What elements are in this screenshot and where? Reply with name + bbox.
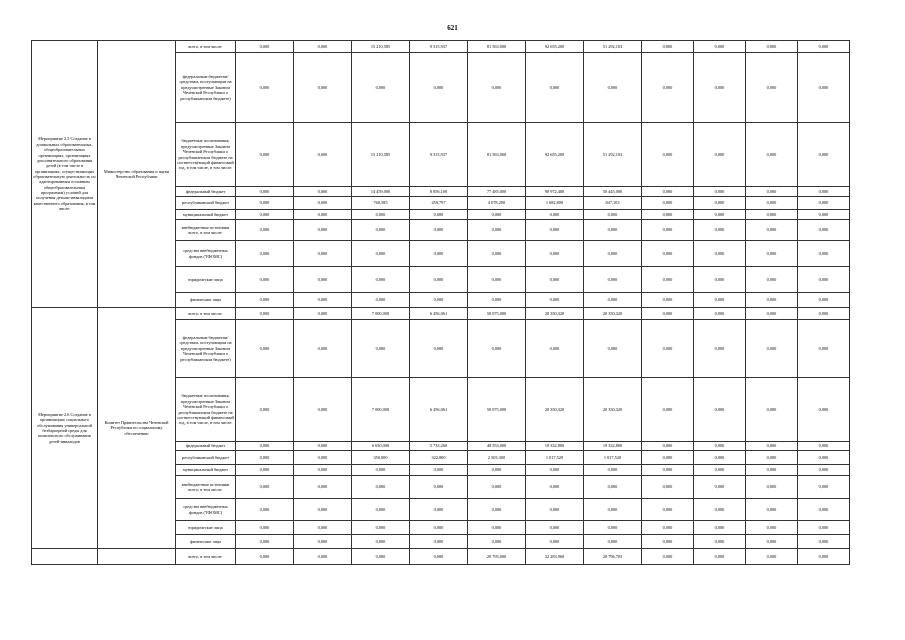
funding-source-cell: всего, в том числе: bbox=[176, 549, 236, 565]
value-cell: 0,000 bbox=[294, 465, 352, 476]
value-cell: 0,000 bbox=[410, 521, 468, 535]
value-cell: 0,000 bbox=[694, 521, 746, 535]
value-cell: 0,000 bbox=[642, 123, 694, 187]
value-cell: 0,000 bbox=[526, 241, 584, 267]
value-cell: 0,000 bbox=[468, 320, 526, 378]
value-cell: 19 332,800 bbox=[584, 442, 642, 451]
value-cell: 50 075,000 bbox=[468, 308, 526, 320]
value-cell: 0,000 bbox=[694, 267, 746, 293]
value-cell: 0,000 bbox=[468, 535, 526, 549]
value-cell: 0,000 bbox=[642, 267, 694, 293]
value-cell: 0,000 bbox=[410, 535, 468, 549]
funding-source-cell: юридические лица bbox=[176, 521, 236, 535]
value-cell: 0,000 bbox=[694, 241, 746, 267]
value-cell: 760,585 bbox=[352, 197, 410, 210]
value-cell: 0,000 bbox=[694, 451, 746, 465]
value-cell: 6 650,000 bbox=[352, 442, 410, 451]
value-cell: 0,000 bbox=[526, 521, 584, 535]
value-cell: 1 017,520 bbox=[526, 451, 584, 465]
value-cell: 0,000 bbox=[294, 41, 352, 53]
value-cell: 0,000 bbox=[798, 123, 850, 187]
funding-source-cell: федеральным бюджетам/средствам, поступающим на предусмотренные Законом Чеченской Республики о республиканском бюджете) bbox=[176, 320, 236, 378]
value-cell: 0,000 bbox=[236, 535, 294, 549]
value-cell: 0,000 bbox=[584, 320, 642, 378]
funding-source-cell: республиканский бюджет bbox=[176, 451, 236, 465]
value-cell: 0,000 bbox=[694, 476, 746, 499]
value-cell: 15 210,585 bbox=[352, 123, 410, 187]
funding-source-cell: средства внебюджетных фондов (ТФОМС) bbox=[176, 499, 236, 521]
value-cell: 0,000 bbox=[236, 241, 294, 267]
value-cell: 20 350,320 bbox=[584, 308, 642, 320]
value-cell: 0,000 bbox=[352, 53, 410, 123]
value-cell: 32 283,960 bbox=[526, 549, 584, 565]
value-cell: 0,000 bbox=[294, 499, 352, 521]
value-cell: 0,000 bbox=[642, 320, 694, 378]
value-cell: 0,000 bbox=[236, 320, 294, 378]
value-cell: 0,000 bbox=[236, 451, 294, 465]
value-cell: 92 655,200 bbox=[526, 41, 584, 53]
value-cell: 0,000 bbox=[468, 465, 526, 476]
value-cell: 19 332,800 bbox=[526, 442, 584, 451]
table-row bbox=[32, 308, 850, 320]
value-cell: 0,000 bbox=[642, 308, 694, 320]
value-cell: 0,000 bbox=[352, 499, 410, 521]
value-cell: 0,000 bbox=[694, 197, 746, 210]
value-cell: 0,000 bbox=[642, 187, 694, 197]
value-cell: 0,000 bbox=[410, 293, 468, 308]
value-cell: 0,000 bbox=[746, 320, 798, 378]
value-cell: 0,000 bbox=[236, 293, 294, 308]
funding-source-cell: муниципальный бюджет bbox=[176, 465, 236, 476]
value-cell: 51 292,103 bbox=[584, 123, 642, 187]
value-cell: 0,000 bbox=[746, 241, 798, 267]
value-cell: 0,000 bbox=[746, 308, 798, 320]
value-cell: 0,000 bbox=[352, 241, 410, 267]
value-cell: 0,000 bbox=[746, 123, 798, 187]
value-cell: 0,000 bbox=[352, 220, 410, 241]
value-cell: 0,000 bbox=[236, 476, 294, 499]
executor-cell bbox=[98, 549, 176, 565]
value-cell: 0,000 bbox=[584, 535, 642, 549]
value-cell: 0,000 bbox=[694, 499, 746, 521]
value-cell: 0,000 bbox=[694, 220, 746, 241]
value-cell: 0,000 bbox=[642, 210, 694, 220]
value-cell: 9 315,937 bbox=[410, 123, 468, 187]
value-cell: 0,000 bbox=[584, 476, 642, 499]
value-cell: 0,000 bbox=[468, 210, 526, 220]
value-cell: 0,000 bbox=[642, 220, 694, 241]
funding-source-cell: всего, в том числе: bbox=[176, 308, 236, 320]
value-cell: 0,000 bbox=[746, 465, 798, 476]
value-cell: 0,000 bbox=[694, 123, 746, 187]
value-cell: 1 017,520 bbox=[584, 451, 642, 465]
value-cell: 0,000 bbox=[798, 535, 850, 549]
value-cell: 0,000 bbox=[410, 267, 468, 293]
funding-source-cell: внебюджетные источники всего, в том числе: bbox=[176, 220, 236, 241]
value-cell: 0,000 bbox=[642, 521, 694, 535]
value-cell: 0,000 bbox=[798, 499, 850, 521]
value-cell: 0,000 bbox=[352, 521, 410, 535]
value-cell: 0,000 bbox=[694, 442, 746, 451]
value-cell: 0,000 bbox=[294, 187, 352, 197]
value-cell: 0,000 bbox=[798, 210, 850, 220]
value-cell: 0,000 bbox=[526, 293, 584, 308]
value-cell: 48 553,000 bbox=[468, 442, 526, 451]
funding-source-cell: внебюджетные источники всего, в том числе: bbox=[176, 476, 236, 499]
value-cell: 0,000 bbox=[236, 378, 294, 442]
value-cell: 0,000 bbox=[294, 549, 352, 565]
value-cell: 0,000 bbox=[642, 465, 694, 476]
value-cell: 0,000 bbox=[694, 293, 746, 308]
page-number: 621 bbox=[447, 24, 458, 32]
funding-source-cell: физические лица bbox=[176, 535, 236, 549]
value-cell: 0,000 bbox=[746, 267, 798, 293]
value-cell: 0,000 bbox=[294, 308, 352, 320]
value-cell: 0,000 bbox=[294, 210, 352, 220]
value-cell: 0,000 bbox=[410, 320, 468, 378]
value-cell: 0,000 bbox=[352, 293, 410, 308]
value-cell: 0,000 bbox=[294, 123, 352, 187]
value-cell: 0,000 bbox=[294, 220, 352, 241]
value-cell: 0,000 bbox=[798, 465, 850, 476]
value-cell: 50 075,000 bbox=[468, 378, 526, 442]
value-cell: 0,000 bbox=[468, 293, 526, 308]
value-cell: 0,000 bbox=[236, 220, 294, 241]
value-cell: 0,000 bbox=[236, 187, 294, 197]
value-cell: 0,000 bbox=[694, 41, 746, 53]
budget-table bbox=[31, 40, 850, 565]
funding-source-cell: бюджетные ассигнования, предусмотренные Законом Чеченской Республики о республиканском бюджете на соответствующий финансовый год, в том числе, в том числе: bbox=[176, 123, 236, 187]
value-cell: 0,000 bbox=[746, 442, 798, 451]
value-cell: 0,000 bbox=[294, 451, 352, 465]
value-cell: 0,000 bbox=[798, 197, 850, 210]
value-cell: 14 459,000 bbox=[352, 187, 410, 197]
value-cell: 0,000 bbox=[352, 210, 410, 220]
value-cell: 0,000 bbox=[236, 53, 294, 123]
value-cell: 9 315,937 bbox=[410, 41, 468, 53]
value-cell: 0,000 bbox=[642, 499, 694, 521]
value-cell: 0,000 bbox=[694, 210, 746, 220]
table-row bbox=[32, 41, 850, 53]
value-cell: 0,000 bbox=[642, 53, 694, 123]
value-cell: 0,000 bbox=[294, 442, 352, 451]
value-cell: 0,000 bbox=[236, 123, 294, 187]
value-cell: 0,000 bbox=[746, 549, 798, 565]
value-cell: 0,000 bbox=[694, 465, 746, 476]
value-cell: 20 796,703 bbox=[584, 549, 642, 565]
value-cell: 0,000 bbox=[798, 521, 850, 535]
value-cell: 0,000 bbox=[694, 320, 746, 378]
value-cell: 0,000 bbox=[642, 293, 694, 308]
value-cell: 0,000 bbox=[294, 197, 352, 210]
value-cell: 0,000 bbox=[584, 521, 642, 535]
value-cell: 4 078,200 bbox=[468, 197, 526, 210]
value-cell: 0,000 bbox=[584, 499, 642, 521]
value-cell: 0,000 bbox=[694, 187, 746, 197]
value-cell: 0,000 bbox=[584, 267, 642, 293]
value-cell: 90 972,400 bbox=[526, 187, 584, 197]
value-cell: 0,000 bbox=[526, 220, 584, 241]
value-cell: 0,000 bbox=[410, 241, 468, 267]
value-cell: 0,000 bbox=[294, 535, 352, 549]
value-cell: 0,000 bbox=[236, 267, 294, 293]
value-cell: 1 682,800 bbox=[526, 197, 584, 210]
activity-cell: Мероприятие 2.6 Создание в организациях социального обслуживания универсальной безбарьерной среды для комплексного обслуживания детей-инвалидов bbox=[32, 308, 98, 549]
funding-source-cell: муниципальный бюджет bbox=[176, 210, 236, 220]
value-cell: 0,000 bbox=[798, 308, 850, 320]
value-cell: 81 563,000 bbox=[468, 123, 526, 187]
value-cell: 0,000 bbox=[642, 549, 694, 565]
value-cell: 0,000 bbox=[746, 187, 798, 197]
value-cell: 0,000 bbox=[352, 267, 410, 293]
value-cell: 0,000 bbox=[410, 549, 468, 565]
value-cell: 0,000 bbox=[798, 220, 850, 241]
value-cell: 0,000 bbox=[584, 465, 642, 476]
value-cell: 50 445,000 bbox=[584, 187, 642, 197]
value-cell: 0,000 bbox=[746, 53, 798, 123]
value-cell: 0,000 bbox=[746, 535, 798, 549]
value-cell: 51 292,103 bbox=[584, 41, 642, 53]
value-cell: 0,000 bbox=[236, 549, 294, 565]
activity-cell: Мероприятие 2.5 Создание в дошкольных образовательных, общеобразовательных организациях, организациях дополнительного образования детей (в том числе в организациях, осуществляющих образовательную деятельность по адаптированным основным общеобразовательным программам) условий для получения детьми-инвалидами качественного образования, в том числе: bbox=[32, 41, 98, 308]
value-cell: 0,000 bbox=[694, 549, 746, 565]
value-cell: 0,000 bbox=[798, 41, 850, 53]
funding-source-cell: юридические лица bbox=[176, 267, 236, 293]
value-cell: 7 000,000 bbox=[352, 378, 410, 442]
value-cell: 20 350,320 bbox=[584, 378, 642, 442]
executor-cell: Министерство образования и науки Чеченской Республики bbox=[98, 41, 176, 308]
value-cell: 0,000 bbox=[352, 320, 410, 378]
funding-source-cell: федеральным бюджетам/средствам, поступающим на предусмотренные Законом Чеченской Республики о республиканском бюджете) bbox=[176, 53, 236, 123]
value-cell: 0,000 bbox=[746, 451, 798, 465]
value-cell: 0,000 bbox=[410, 210, 468, 220]
value-cell: 0,000 bbox=[746, 476, 798, 499]
executor-cell: Комитет Правительства Чеченской Республики по социальному обеспечению bbox=[98, 308, 176, 549]
value-cell: 0,000 bbox=[694, 308, 746, 320]
value-cell: 0,000 bbox=[410, 53, 468, 123]
value-cell: 0,000 bbox=[798, 442, 850, 451]
value-cell: 0,000 bbox=[526, 53, 584, 123]
value-cell: 6 456,061 bbox=[410, 308, 468, 320]
value-cell: 0,000 bbox=[294, 53, 352, 123]
value-cell: 0,000 bbox=[468, 521, 526, 535]
value-cell: 0,000 bbox=[798, 293, 850, 308]
value-cell: 92 655,200 bbox=[526, 123, 584, 187]
value-cell: 0,000 bbox=[236, 499, 294, 521]
value-cell: 0,000 bbox=[642, 476, 694, 499]
value-cell: 0,000 bbox=[746, 220, 798, 241]
value-cell: 0,000 bbox=[694, 378, 746, 442]
value-cell: 20 795,000 bbox=[468, 549, 526, 565]
value-cell: 0,000 bbox=[468, 241, 526, 267]
funding-source-cell: федеральный бюджет bbox=[176, 187, 236, 197]
value-cell: 0,000 bbox=[746, 499, 798, 521]
value-cell: 322,800 bbox=[410, 451, 468, 465]
value-cell: 0,000 bbox=[410, 499, 468, 521]
value-cell: 0,000 bbox=[236, 442, 294, 451]
value-cell: 0,000 bbox=[468, 53, 526, 123]
value-cell: 0,000 bbox=[526, 210, 584, 220]
value-cell: 0,000 bbox=[584, 293, 642, 308]
value-cell: 0,000 bbox=[746, 210, 798, 220]
value-cell: 0,000 bbox=[642, 378, 694, 442]
value-cell: 0,000 bbox=[236, 210, 294, 220]
value-cell: 0,000 bbox=[526, 465, 584, 476]
value-cell: 0,000 bbox=[236, 308, 294, 320]
value-cell: 0,000 bbox=[798, 378, 850, 442]
value-cell: 0,000 bbox=[294, 241, 352, 267]
value-cell: 0,000 bbox=[798, 267, 850, 293]
value-cell: 459,797 bbox=[410, 197, 468, 210]
value-cell: 0,000 bbox=[294, 476, 352, 499]
value-cell: 0,000 bbox=[294, 320, 352, 378]
value-cell: 6 456,061 bbox=[410, 378, 468, 442]
value-cell: 0,000 bbox=[294, 293, 352, 308]
funding-source-cell: федеральный бюджет bbox=[176, 442, 236, 451]
value-cell: 0,000 bbox=[642, 41, 694, 53]
value-cell: 0,000 bbox=[468, 267, 526, 293]
value-cell: 77 485,000 bbox=[468, 187, 526, 197]
value-cell: 0,000 bbox=[798, 187, 850, 197]
value-cell: 0,000 bbox=[294, 378, 352, 442]
funding-source-cell: физические лица bbox=[176, 293, 236, 308]
value-cell: 0,000 bbox=[746, 41, 798, 53]
value-cell: 0,000 bbox=[468, 499, 526, 521]
value-cell: 0,000 bbox=[526, 535, 584, 549]
value-cell: 0,000 bbox=[584, 241, 642, 267]
value-cell: 2 503,300 bbox=[468, 451, 526, 465]
value-cell: 81 563,000 bbox=[468, 41, 526, 53]
value-cell: 0,000 bbox=[410, 465, 468, 476]
value-cell: 0,000 bbox=[236, 521, 294, 535]
value-cell: 0,000 bbox=[526, 476, 584, 499]
value-cell: 0,000 bbox=[294, 267, 352, 293]
value-cell: 0,000 bbox=[746, 293, 798, 308]
value-cell: 847,103 bbox=[584, 197, 642, 210]
value-cell: 0,000 bbox=[642, 451, 694, 465]
value-cell: 0,000 bbox=[642, 442, 694, 451]
value-cell: 7 000,000 bbox=[352, 308, 410, 320]
value-cell: 0,000 bbox=[294, 521, 352, 535]
value-cell: 0,000 bbox=[746, 378, 798, 442]
value-cell: 0,000 bbox=[642, 241, 694, 267]
value-cell: 0,000 bbox=[352, 535, 410, 549]
value-cell: 0,000 bbox=[746, 521, 798, 535]
value-cell: 0,000 bbox=[642, 197, 694, 210]
value-cell: 0,000 bbox=[746, 197, 798, 210]
value-cell: 0,000 bbox=[584, 53, 642, 123]
funding-source-cell: республиканский бюджет bbox=[176, 197, 236, 210]
activity-cell bbox=[32, 549, 98, 565]
value-cell: 0,000 bbox=[468, 220, 526, 241]
value-cell: 0,000 bbox=[798, 549, 850, 565]
value-cell: 0,000 bbox=[236, 465, 294, 476]
value-cell: 0,000 bbox=[526, 499, 584, 521]
table-row bbox=[32, 549, 850, 565]
value-cell: 0,000 bbox=[798, 241, 850, 267]
value-cell: 0,000 bbox=[526, 267, 584, 293]
value-cell: 0,000 bbox=[584, 210, 642, 220]
value-cell: 0,000 bbox=[352, 476, 410, 499]
funding-source-cell: бюджетные ассигнования, предусмотренные Законом Чеченской Республики о республиканском бюджете на соответствующий финансовый год, в том числе, в том числе: bbox=[176, 378, 236, 442]
value-cell: 20 350,320 bbox=[526, 308, 584, 320]
value-cell: 0,000 bbox=[584, 220, 642, 241]
value-cell: 15 210,585 bbox=[352, 41, 410, 53]
value-cell: 0,000 bbox=[694, 535, 746, 549]
funding-source-cell: всего, в том числе: bbox=[176, 41, 236, 53]
value-cell: 350,000 bbox=[352, 451, 410, 465]
value-cell: 0,000 bbox=[798, 53, 850, 123]
value-cell: 0,000 bbox=[798, 451, 850, 465]
value-cell: 0,000 bbox=[410, 476, 468, 499]
value-cell: 0,000 bbox=[694, 53, 746, 123]
value-cell: 0,000 bbox=[642, 535, 694, 549]
value-cell: 0,000 bbox=[798, 320, 850, 378]
value-cell: 20 350,320 bbox=[526, 378, 584, 442]
value-cell: 0,000 bbox=[236, 41, 294, 53]
value-cell: 0,000 bbox=[352, 465, 410, 476]
value-cell: 8 856,100 bbox=[410, 187, 468, 197]
value-cell: 0,000 bbox=[526, 320, 584, 378]
value-cell: 5 733,260 bbox=[410, 442, 468, 451]
funding-source-cell: средства внебюджетных фондов (ТФОМС) bbox=[176, 241, 236, 267]
value-cell: 0,000 bbox=[236, 197, 294, 210]
value-cell: 0,000 bbox=[352, 549, 410, 565]
value-cell: 0,000 bbox=[468, 476, 526, 499]
value-cell: 0,000 bbox=[798, 476, 850, 499]
value-cell: 0,000 bbox=[410, 220, 468, 241]
